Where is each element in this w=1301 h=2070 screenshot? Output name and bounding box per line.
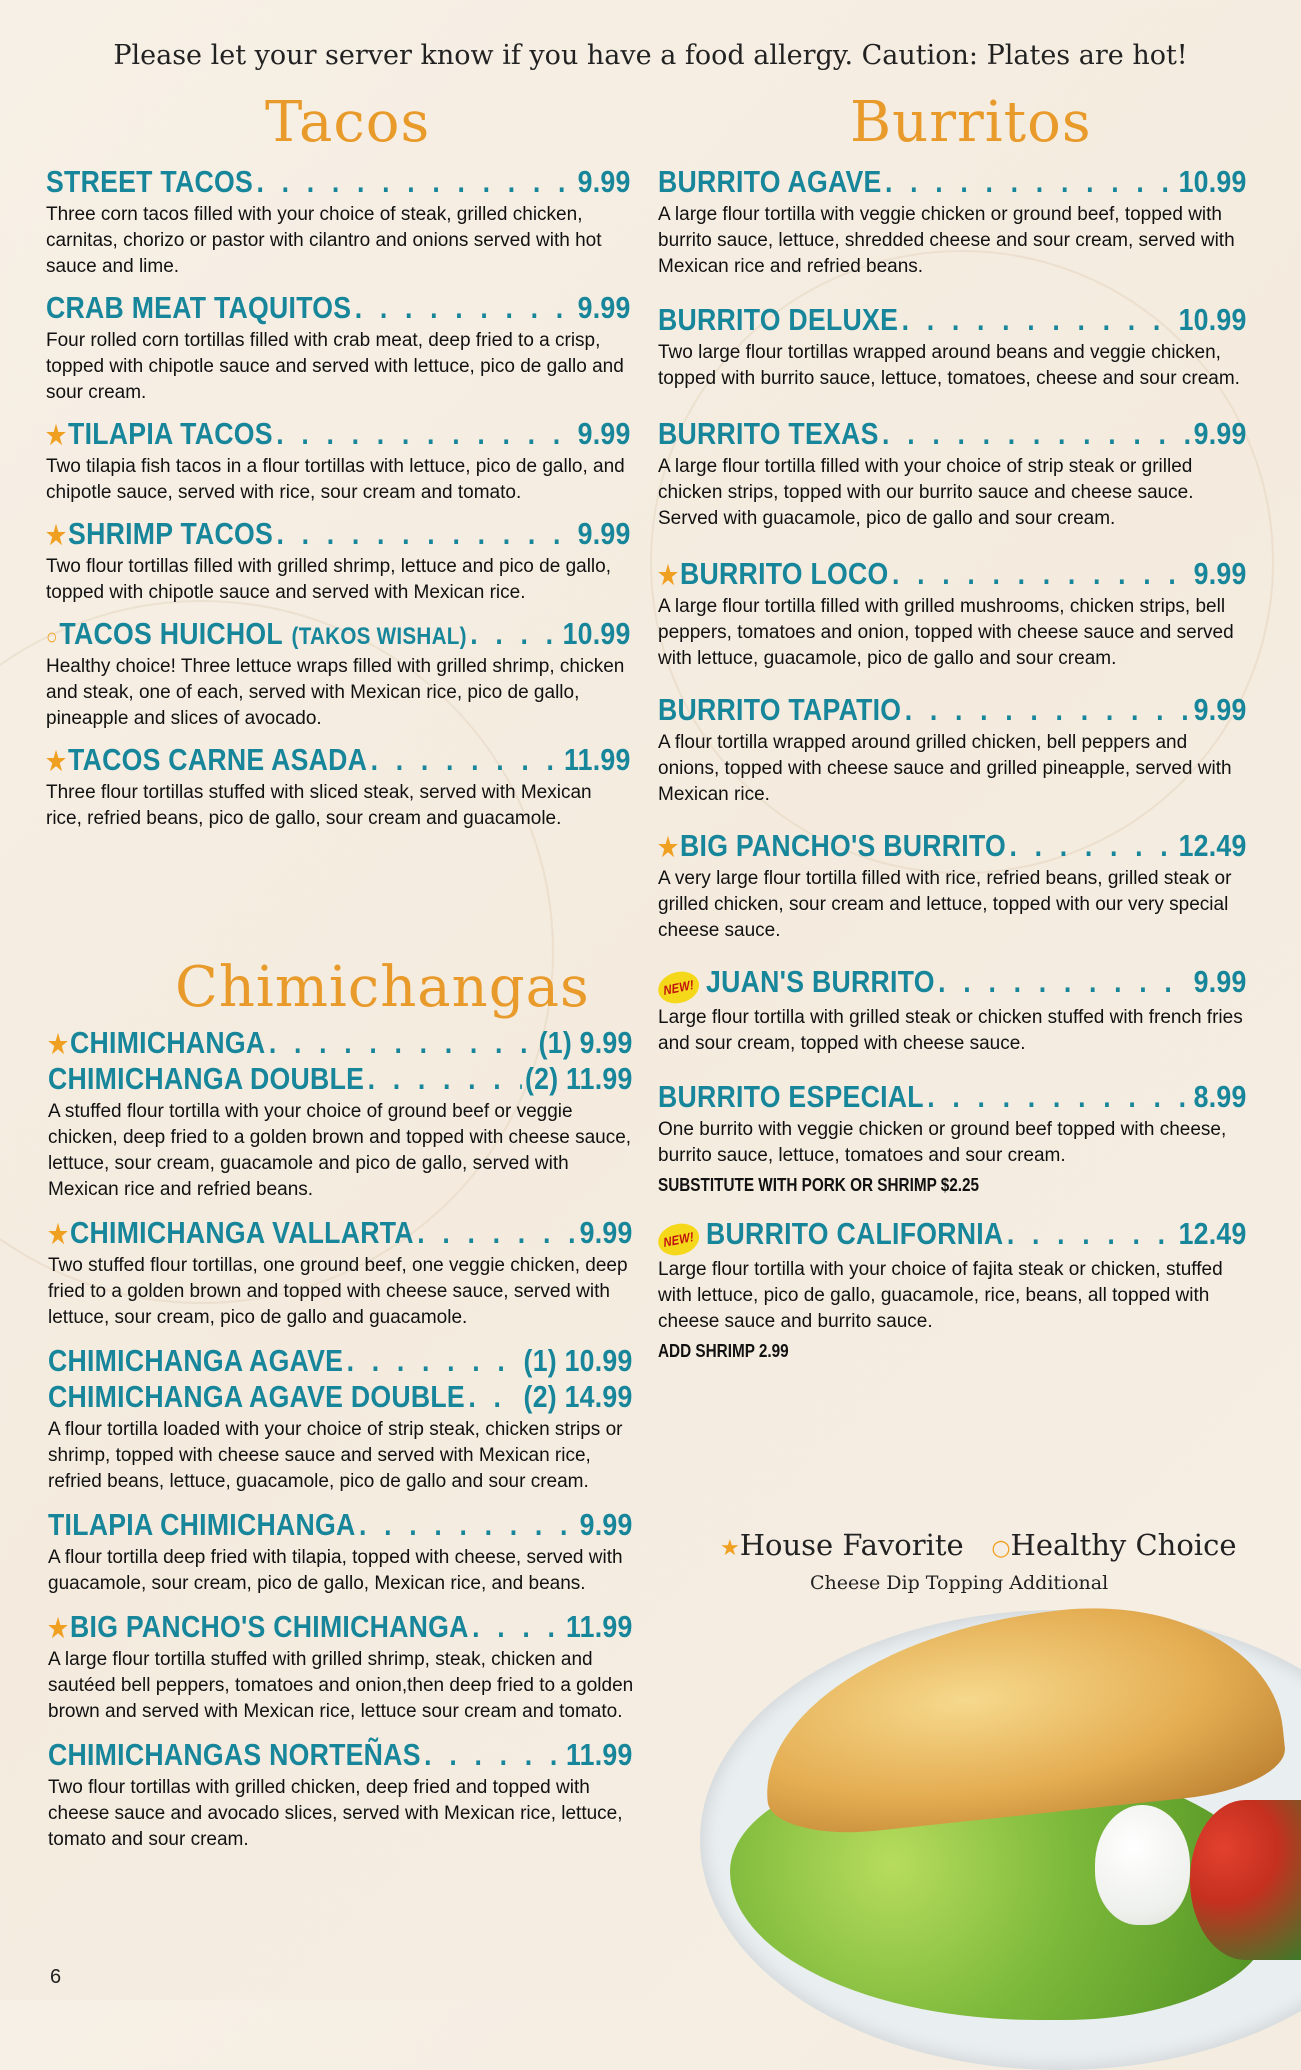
leader-dots	[424, 1737, 562, 1773]
leader-dots	[347, 1343, 520, 1379]
menu-item-name: TACOS HUICHOL	[59, 616, 283, 651]
tacos-section-title: Tacos	[265, 90, 431, 155]
menu-item	[658, 416, 1248, 532]
leader-dots	[276, 416, 574, 452]
menu-item-description: One burrito with veggie chicken or ground beef topped with cheese, burrito sauce, lettuce, tomatoes and sour cream.	[658, 1119, 1227, 1166]
leader-dots	[927, 1079, 1190, 1115]
menu-item-price: (1) 10.99	[523, 1343, 633, 1378]
menu-item-description: A large flour tortilla stuffed with grilled shrimp, steak, chicken and sautéed bell peppers, tomatoes and onion,then deep fried to a golden brown and served with Mexican rice, lettuce sour cream and tomato.	[48, 1649, 634, 1722]
leader-dots	[269, 1025, 535, 1061]
menu-item	[48, 1025, 634, 1061]
menu-item-price: 11.99	[566, 1737, 633, 1772]
menu-item-price: 12.49	[1178, 1216, 1247, 1251]
menu-item-header	[658, 692, 1247, 728]
menu-item-description: A stuffed flour tortilla with your choice of ground beef or veggie chicken, deep fried to a golden brown and topped with cheese sauce, lettuce, sour cream, guacamole and pico de gallo, served with Mexican rice and refried beans.	[48, 1101, 632, 1200]
menu-item-name: CHIMICHANGA AGAVE DOUBLE	[48, 1379, 465, 1414]
menu-item-name: CHIMICHANGA AGAVE	[48, 1343, 344, 1378]
menu-item-header	[658, 164, 1247, 200]
menu-item-header	[658, 1079, 1247, 1115]
menu-item-description: Large flour tortilla with your choice of fajita steak or chicken, stuffed with lettuce, pico de gallo, guacamole, rice, beans, all topped with cheese sauce and burrito sauce.	[658, 1259, 1223, 1332]
menu-item-name: SHRIMP TACOS	[68, 516, 274, 551]
menu-item-description: Two tilapia fish tacos in a flour tortillas with lettuce, pico de gallo, and chipotle sauce, served with rice, sour cream and tomato.	[46, 456, 625, 503]
menu-item-header	[658, 416, 1247, 452]
leader-dots	[885, 164, 1175, 200]
menu-item	[48, 1379, 634, 1495]
menu-item-price: 9.99	[577, 416, 631, 451]
menu-item-header	[48, 1379, 633, 1415]
menu-item	[48, 1737, 634, 1853]
menu-item-price: 8.99	[1193, 1079, 1247, 1114]
allergy-caution-note: Please let your server know if you have a food allergy. Caution: Plates are hot!	[113, 40, 1188, 71]
menu-item	[46, 290, 632, 406]
menu-item-price: (2) 14.99	[523, 1379, 633, 1414]
chimichangas-section-title: Chimichangas	[175, 955, 590, 1020]
leader-dots	[368, 1061, 522, 1097]
menu-item-note: SUBSTITUTE WITH PORK OR SHRIMP $2.25	[658, 1175, 980, 1195]
menu-item	[48, 1061, 634, 1203]
new-badge-icon: NEW!	[656, 1220, 701, 1259]
leader-dots	[359, 1507, 576, 1543]
menu-item-description: Three flour tortillas stuffed with sliced steak, served with Mexican rice, refried beans, pico de gallo, sour cream and guacamole.	[46, 782, 592, 829]
menu-item	[46, 516, 632, 606]
menu-item	[658, 692, 1248, 808]
menu-item-header	[658, 1216, 1247, 1255]
menu-item-header	[48, 1025, 633, 1061]
menu-item-description: A very large flour tortilla filled with rice, refried beans, grilled steak or grilled chicken, sour cream and lettuce, topped with our very special cheese sauce.	[658, 868, 1232, 941]
house-favorite-star-icon: ★	[48, 1029, 69, 1059]
menu-item-name: BIG PANCHO'S CHIMICHANGA	[70, 1609, 469, 1644]
menu-item-name: CHIMICHANGA	[70, 1025, 266, 1060]
menu-item-name: BURRITO TAPATIO	[658, 692, 902, 727]
page-number: 6	[50, 1966, 62, 1988]
menu-item-header	[48, 1215, 633, 1251]
menu-item-price: (2) 11.99	[525, 1061, 633, 1096]
menu-item	[48, 1507, 634, 1597]
menu-item	[46, 416, 632, 506]
menu-item-description: A large flour tortilla filled with grilled mushrooms, chicken strips, bell peppers, tomatoes and onion, topped with cheese sauce and served with lettuce, guacamole, pico de gallo and sour cream.	[658, 596, 1234, 669]
burritos-column	[658, 164, 1248, 1372]
menu-item-header	[48, 1061, 633, 1097]
menu-item-header	[658, 556, 1247, 592]
menu-item-name: BURRITO ESPECIAL	[658, 1079, 924, 1114]
chimichangas-column	[48, 1025, 634, 1865]
menu-item-header	[48, 1343, 633, 1379]
menu-item-description: Two large flour tortillas wrapped around beans and veggie chicken, topped with burrito sauce, lettuce, tomatoes, cheese and sour cream.	[658, 342, 1240, 389]
menu-item	[46, 742, 632, 832]
house-favorite-star-icon: ★	[658, 832, 679, 862]
house-favorite-star-icon: ★	[48, 1613, 69, 1643]
menu-item-description: Two flour tortillas with grilled chicken, deep fried and topped with cheese sauce and avocado slices, served with Mexican rice, lettuce, tomato and sour cream.	[48, 1777, 623, 1850]
leader-dots	[1007, 1216, 1175, 1252]
menu-item-name: TILAPIA CHIMICHANGA	[48, 1507, 356, 1542]
leader-dots	[277, 516, 575, 552]
menu-item-name: JUAN'S BURRITO	[706, 964, 935, 999]
menu-item-header	[48, 1609, 633, 1645]
leader-dots	[470, 616, 559, 652]
house-favorite-star-icon: ★	[46, 746, 67, 776]
menu-item	[48, 1215, 634, 1331]
menu-item-name: TACOS CARNE ASADA	[68, 742, 368, 777]
menu-item-description: Two stuffed flour tortillas, one ground beef, one veggie chicken, deep fried to a golden brown and topped with cheese sauce, served with lettuce, sour cream, pico de gallo and guacamole.	[48, 1255, 628, 1328]
menu-item-description: A flour tortilla wrapped around grilled chicken, bell peppers and onions, topped with cheese sauce and grilled pineapple, served with Mexican rice.	[658, 732, 1232, 805]
leader-dots	[256, 164, 574, 200]
menu-item	[658, 828, 1248, 944]
menu-item-header	[46, 742, 631, 778]
menu-item-price: 10.99	[1178, 164, 1247, 199]
house-favorite-label: House Favorite	[739, 1528, 964, 1562]
menu-item-name: BURRITO DELUXE	[658, 302, 899, 337]
leader-dots	[882, 416, 1190, 452]
menu-legend	[720, 1528, 1237, 1562]
menu-item-name: CHIMICHANGA DOUBLE	[48, 1061, 365, 1096]
menu-item	[658, 1216, 1248, 1362]
menu-item-header	[46, 416, 631, 452]
menu-item-price: 12.49	[1178, 828, 1247, 863]
menu-item-price: 9.99	[577, 290, 631, 325]
house-favorite-star-icon: ★	[46, 520, 67, 550]
menu-item-price: 9.99	[1193, 964, 1247, 999]
menu-item-header	[46, 164, 631, 200]
leader-dots	[892, 556, 1190, 592]
healthy-choice-circle-icon: ○	[991, 1536, 1011, 1561]
menu-item-header	[658, 302, 1247, 338]
menu-item-price: 9.99	[577, 516, 631, 551]
menu-item-header	[46, 516, 631, 552]
menu-item-header	[48, 1737, 633, 1773]
menu-item-name: BIG PANCHO'S BURRITO	[680, 828, 1007, 863]
menu-item-header	[48, 1507, 633, 1543]
menu-item-name: STREET TACOS	[46, 164, 254, 199]
menu-item-description: A large flour tortilla filled with your choice of strip steak or grilled chicken strips, topped with our burrito sauce and cheese sauce. Served with guacamole, pico de gallo and sour cream.	[658, 456, 1194, 529]
menu-item-description: A flour tortilla loaded with your choice of strip steak, chicken strips or shrimp, topped with cheese sauce and served with Mexican rice, refried beans, lettuce, guacamole, pico de gallo and sour cream.	[48, 1419, 623, 1492]
menu-item	[658, 302, 1248, 392]
burritos-section-title: Burritos	[850, 90, 1092, 155]
pico-de-gallo-photo	[1190, 1800, 1301, 1960]
menu-item-price: 9.99	[579, 1215, 633, 1250]
menu-item	[48, 1343, 634, 1379]
menu-item-price: 11.99	[566, 1609, 633, 1644]
menu-item-price: 11.99	[564, 742, 631, 777]
house-favorite-star-icon: ★	[48, 1219, 69, 1249]
menu-item	[46, 616, 632, 732]
menu-item-header	[658, 964, 1247, 1003]
leader-dots	[1009, 828, 1175, 864]
menu-item-price: 9.99	[577, 164, 631, 199]
healthy-choice-circle-icon: ○	[46, 624, 58, 649]
menu-item-price: 9.99	[579, 1507, 633, 1542]
leader-dots	[371, 742, 561, 778]
menu-item-description: Two flour tortillas filled with grilled shrimp, lettuce and pico de gallo, topped with chipotle sauce and served with Mexican rice.	[46, 556, 611, 603]
menu-item-description: Healthy choice! Three lettuce wraps filled with grilled shrimp, chicken and steak, one of each, served with Mexican rice, pico de gallo, pineapple and slices of avocado.	[46, 656, 625, 729]
menu-item-price: 9.99	[1193, 556, 1247, 591]
menu-item-name: BURRITO AGAVE	[658, 164, 882, 199]
tacos-column	[46, 164, 632, 842]
house-favorite-star-icon: ★	[658, 560, 679, 590]
menu-item-description: Three corn tacos filled with your choice of steak, grilled chicken, carnitas, chorizo or pastor with cilantro and onions served with hot sauce and lime.	[46, 204, 602, 277]
leader-dots	[417, 1215, 576, 1251]
new-badge-icon: NEW!	[656, 968, 701, 1007]
leader-dots	[355, 290, 574, 326]
menu-item-price: 9.99	[1193, 416, 1247, 451]
menu-item-description: A large flour tortilla with veggie chicken or ground beef, topped with burrito sauce, lettuce, shredded cheese and sour cream, served with Mexican rice and refried beans.	[658, 204, 1235, 277]
menu-item	[658, 1079, 1248, 1196]
leader-dots	[472, 1609, 563, 1645]
menu-item-price: 10.99	[562, 616, 631, 651]
menu-item-note: ADD SHRIMP 2.99	[658, 1341, 789, 1361]
menu-item-name: CHIMICHANGA VALLARTA	[70, 1215, 414, 1250]
leader-dots	[938, 964, 1190, 1000]
menu-item	[48, 1609, 634, 1725]
house-favorite-star-icon: ★	[46, 420, 67, 450]
menu-item-name-pronunciation: (TAKOS WISHAL)	[291, 623, 467, 650]
menu-item-name: BURRITO LOCO	[680, 556, 889, 591]
menu-item-price: 10.99	[1178, 302, 1247, 337]
leader-dots	[902, 302, 1176, 338]
menu-item-name: CRAB MEAT TAQUITOS	[46, 290, 352, 325]
menu-item-header	[46, 616, 631, 652]
leader-dots	[468, 1379, 520, 1415]
menu-item	[658, 164, 1248, 280]
leader-dots	[905, 692, 1190, 728]
menu-item-description: Large flour tortilla with grilled steak or chicken stuffed with french fries and sour cream, topped with cheese sauce.	[658, 1007, 1243, 1054]
menu-item-name: TILAPIA TACOS	[68, 416, 273, 451]
sour-cream-photo	[1095, 1805, 1190, 1925]
menu-item-name: BURRITO TEXAS	[658, 416, 879, 451]
menu-item-price: 9.99	[1193, 692, 1247, 727]
menu-item	[46, 164, 632, 280]
menu-item-description: Four rolled corn tortillas filled with crab meat, deep fried to a crisp, topped with chipotle sauce and served with lettuce, pico de gallo and sour cream.	[46, 330, 624, 403]
house-favorite-star-icon: ★	[720, 1536, 740, 1561]
menu-item-name: BURRITO CALIFORNIA	[706, 1216, 1004, 1251]
menu-item-description: A flour tortilla deep fried with tilapia, topped with cheese, served with guacamole, sour cream, pico de gallo, Mexican rice, and beans.	[48, 1547, 623, 1594]
menu-item-price: (1) 9.99	[538, 1025, 633, 1060]
menu-item	[658, 556, 1248, 672]
menu-item-name: CHIMICHANGAS NORTEÑAS	[48, 1737, 421, 1772]
healthy-choice-label: Healthy Choice	[1010, 1528, 1237, 1562]
menu-item-header	[46, 290, 631, 326]
cheese-dip-note: Cheese Dip Topping Additional	[810, 1572, 1109, 1594]
menu-item	[658, 964, 1248, 1057]
menu-item-header	[658, 828, 1247, 864]
